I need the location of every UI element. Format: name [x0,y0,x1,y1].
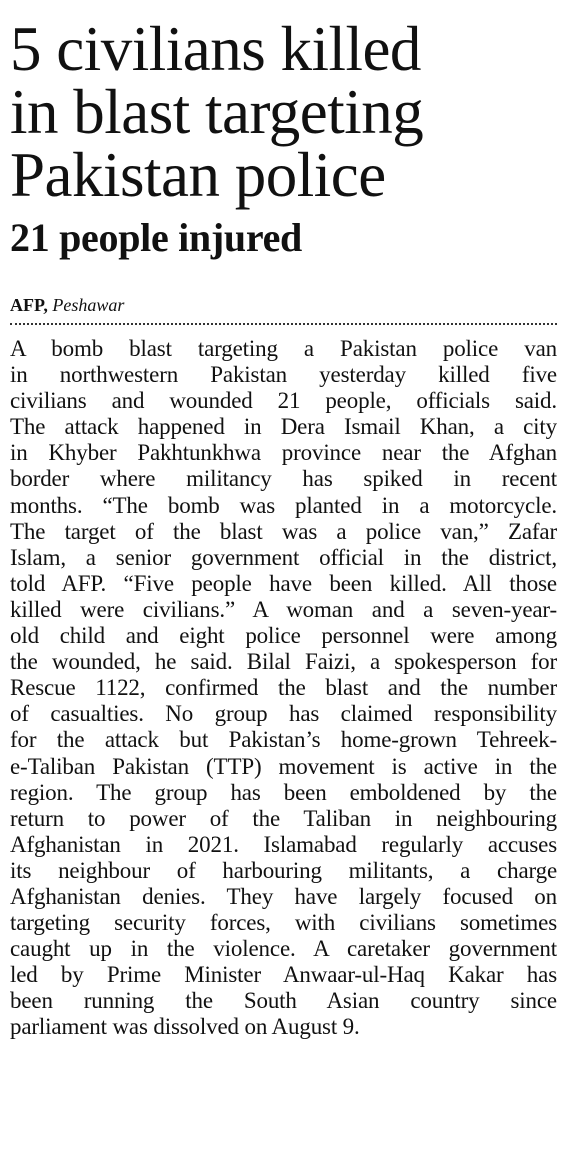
body-line: civilians and wounded 21 people, officials said. [10,388,557,414]
byline-location: Peshawar [52,295,125,315]
body-line: killed were civilians.” A woman and a seven-year- [10,596,557,622]
headline-line: 5 civilians killed [10,14,421,84]
headline-line: in blast targeting [10,77,424,147]
body-line: for the attack but Pakistan’s home-grown Tehreek- [10,727,557,753]
body-line: A bomb blast targeting a Pakistan police van [10,336,557,361]
body-line: The attack happened in Dera Ismail Khan, a city [10,414,557,440]
body-line: been running the South Asian country since [10,988,557,1014]
body-line: led by Prime Minister Anwaar-ul-Haq Kakar has [10,962,557,988]
news-article [10,0,557,1041]
body-line: months. “The bomb was planted in a motorcycle. [10,492,557,518]
body-line: its neighbour of harbouring militants, a charge [10,857,557,883]
body-line: told AFP. “Five people have been killed. All those [10,570,557,596]
dotted-divider [10,323,557,325]
byline-agency: AFP, [10,295,48,315]
body-line: in Khyber Pakhtunkhwa province near the Afghan [10,440,557,466]
body-line: Islam, a senior government official in the district, [10,544,557,570]
byline [10,294,557,316]
body-line: caught up in the violence. A caretaker government [10,936,557,962]
body-line: Afghanistan denies. They have largely focused on [10,883,557,909]
subheadline: 21 people injured [10,215,302,260]
article-body [10,336,557,1041]
body-line: return to power of the Taliban in neighbouring [10,805,557,831]
body-line: border where militancy has spiked in recent [10,466,557,492]
headline-line: Pakistan police [10,140,386,210]
body-line: old child and eight police personnel were among [10,623,557,649]
body-line: the wounded, he said. Bilal Faizi, a spokesperson for [10,649,557,675]
body-line: parliament was dissolved on August 9. [10,1014,360,1040]
body-line: of casualties. No group has claimed responsibility [10,701,557,727]
body-line: region. The group has been emboldened by the [10,779,557,805]
body-line: Rescue 1122, confirmed the blast and the number [10,675,557,701]
body-line: Afghanistan in 2021. Islamabad regularly accuses [10,831,557,857]
headline [10,0,557,210]
body-line: e-Taliban Pakistan (TTP) movement is active in the [10,753,557,779]
body-line: in northwestern Pakistan yesterday killed five [10,362,557,388]
body-line: The target of the blast was a police van,” Zafar [10,518,557,544]
body-line: targeting security forces, with civilians sometimes [10,910,557,936]
